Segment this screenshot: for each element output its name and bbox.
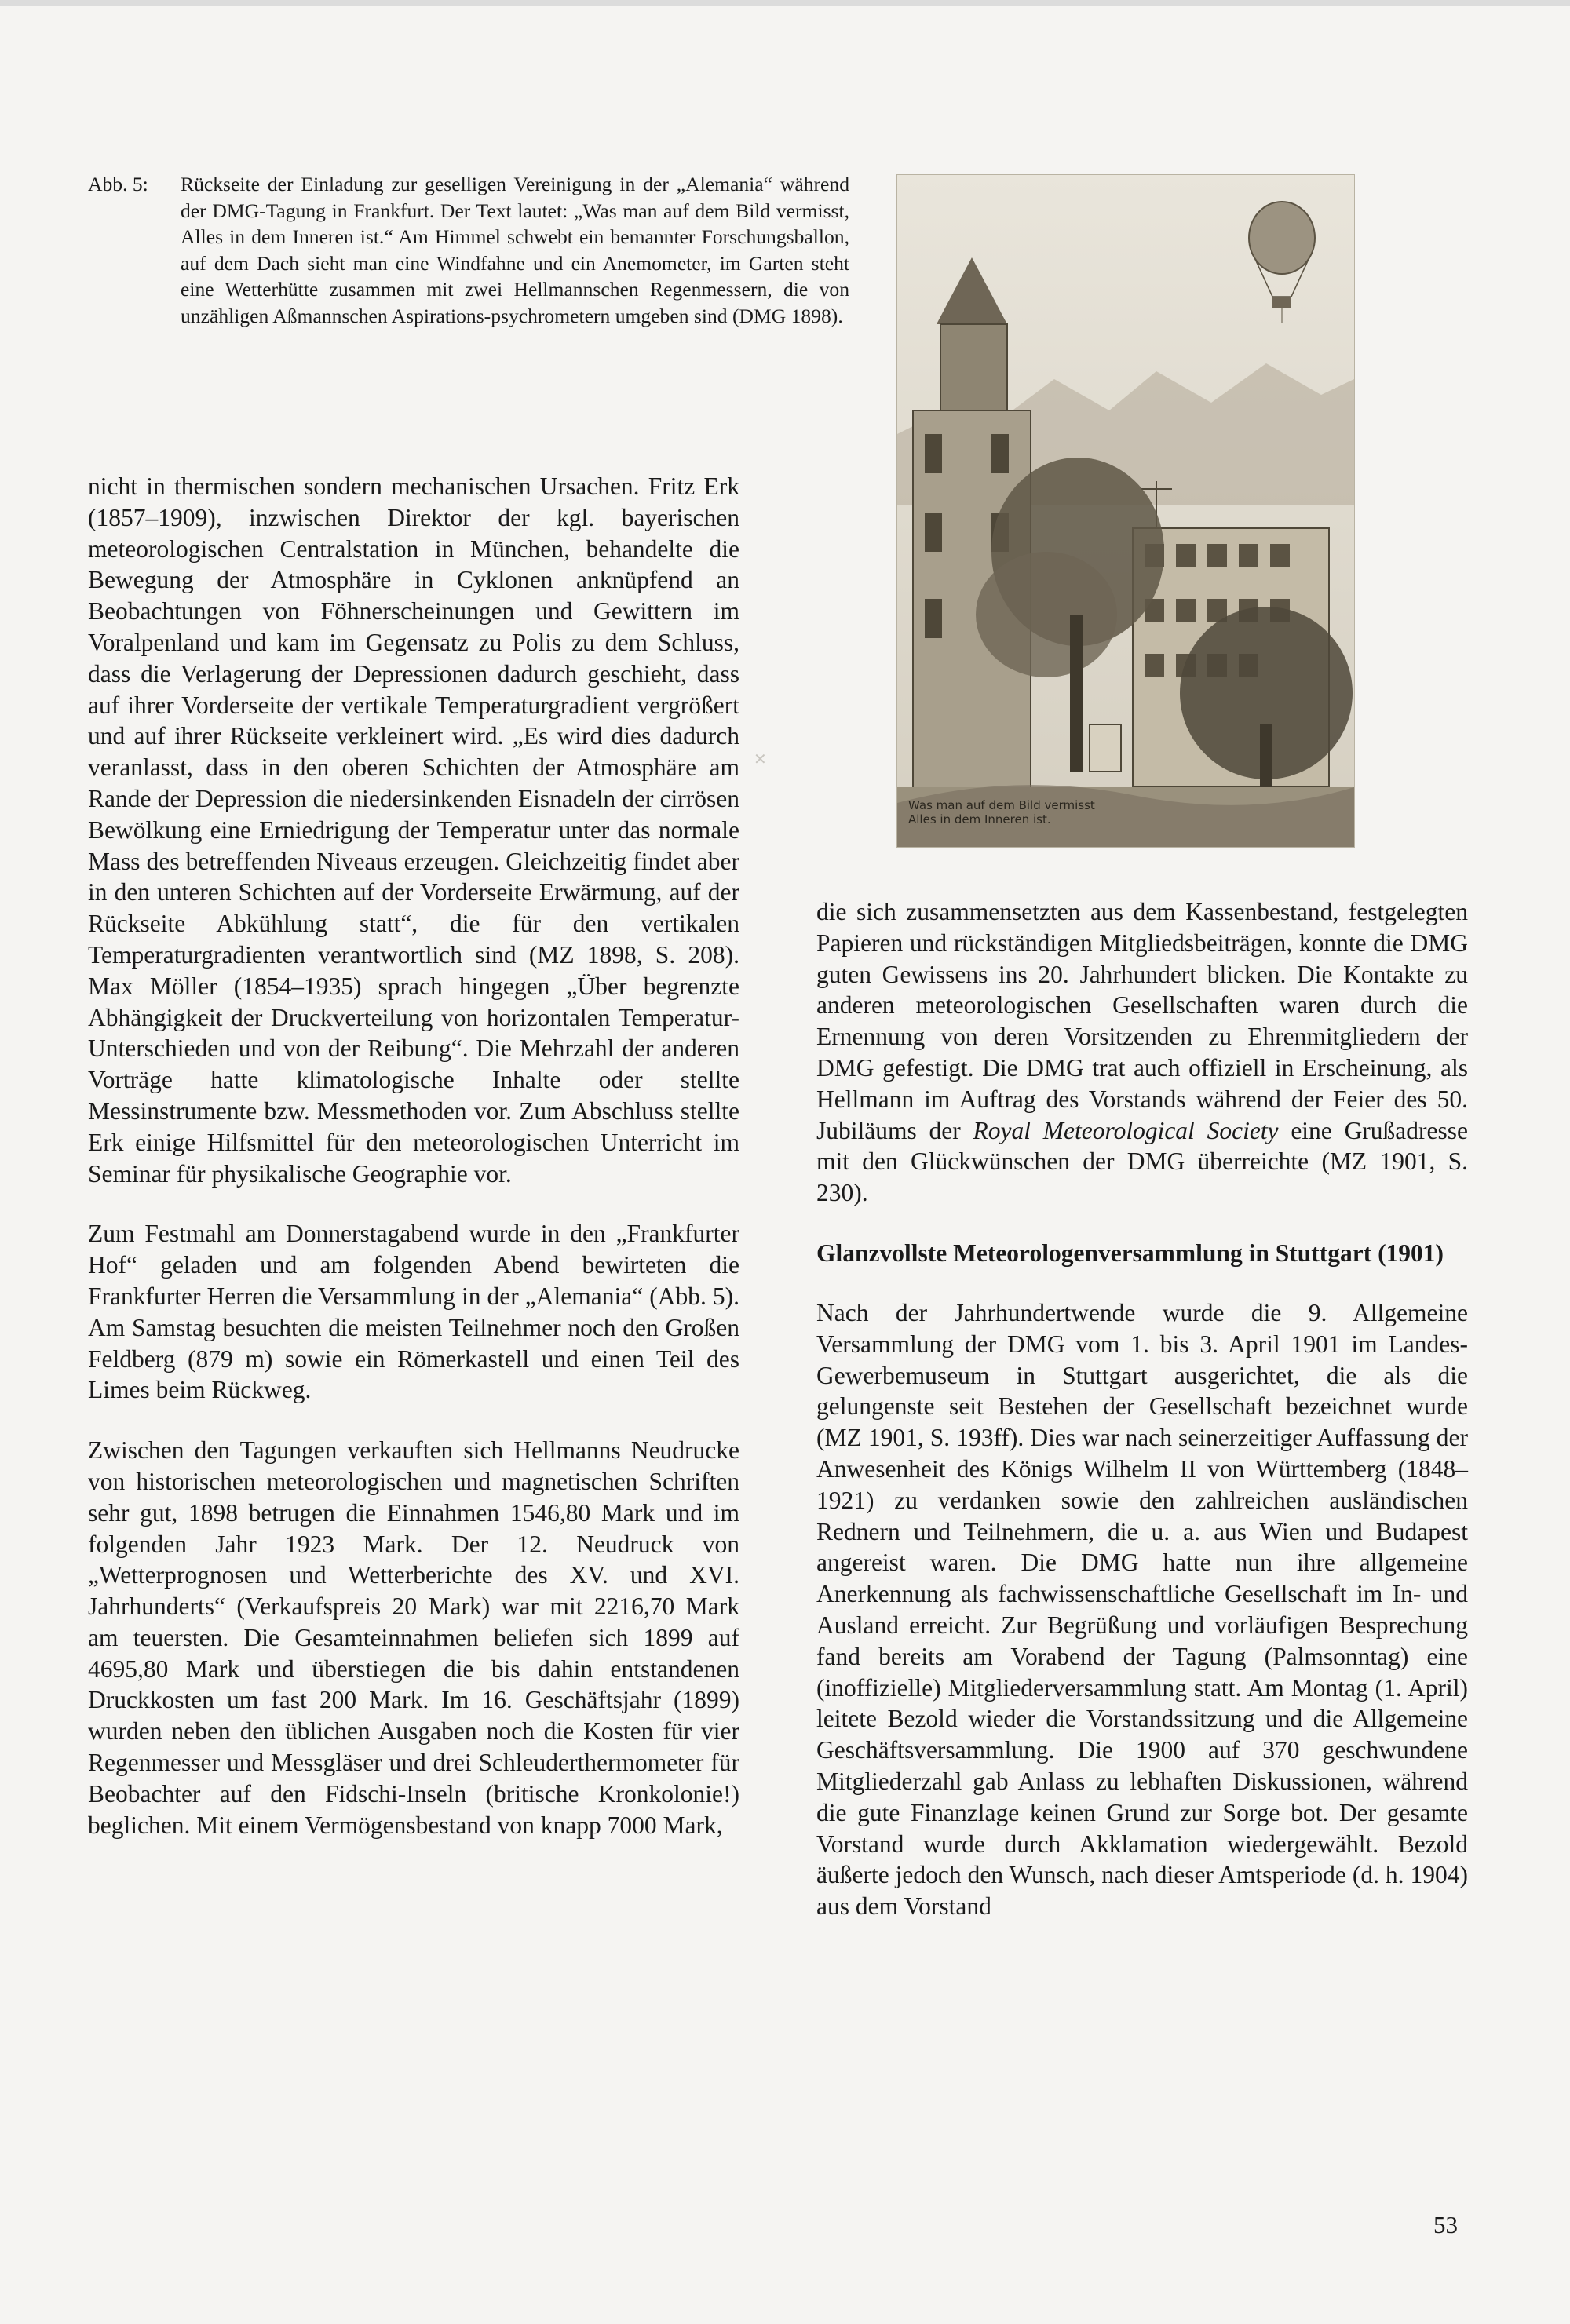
figure-caption xyxy=(88,171,849,329)
left-column xyxy=(88,471,739,1870)
paragraph-text: die sich zusammensetzten aus dem Kassenbestand, festgelegten Papieren und rückständigen Mitgliedsbeiträgen, konnte die DMG guten Gewissens ins 20. Jahrhundert blicken. Die Kontakte zu anderen meteorologischen Gesellschaften waren durch die Ernennung von deren Vorsitzenden zu Ehrenmitgliedern der DMG gefestigt. Die DMG trat auch offiziell in Erscheinung, als Hellmann im Auftrag des Vorstands während der Feier des 50. Jubiläums der xyxy=(816,898,1468,1144)
alemania-drawing xyxy=(897,175,1354,847)
paragraph: Nach der Jahrhundertwende wurde die 9. Allgemeine Versammlung der DMG vom 1. bis 3. April 1901 im Landes-Gewerbemuseum in Stuttgart ausgerichtet, die als die gelungenste seit Bestehen der Gesellschaft bezeichnet wurde (MZ 1901, S. 193ff). Dies war nach seinerzeitiger Auffassung der Anwesenheit des Königs Wilhelm II von Württemberg (1848–1921) zu verdanken sowie den zahlreichen ausländischen Rednern und Teilnehmern, die u. a. aus Wien und Budapest angereist waren. Die DMG hatte nun ihre allgemeine Anerkennung als fachwissenschaftliche Gesellschaft im In- und Ausland erreicht. Zur Begrüßung und vorläufigen Besprechung fand bereits am Vorabend der Tagung (Palmsonntag) eine (inoffizielle) Mitgliederversammlung statt. Am Montag (1. April) leitete Bezold wieder die Vorstandssitzung und die Allgemeine Geschäftsversammlung. Die 1900 auf 370 geschwundene Mitgliederzahl gab Anlass zu lebhaften Diskussionen, während die gute Finanzlage keinen Grund zur Sorge bot. Der gesamte Vorstand wurde durch Akklamation wiedergewählt. Bezold äußerte jedoch den Wunsch, nach dieser Amtsperiode (d. h. 1904) aus dem Vorstand xyxy=(816,1298,1468,1921)
section-heading: Glanzvollste Meteorologenversammlung in Stuttgart (1901) xyxy=(816,1239,1444,1267)
paragraph-text: eine Grußadresse mit den Glückwünschen der DMG überreichte (MZ 1901, S. 230). xyxy=(816,1116,1469,1207)
paragraph: Zum Festmahl am Donnerstagabend wurde in den „Frankfurter Hof“ geladen und am folgenden Abend bewirteten die Frankfurter Herren die Versammlung in der „Alemania“ (Abb. 5). Am Samstag besuchten die meisten Teilnehmer noch den Großen Feldberg (879 m) sowie ein Römerkastell und einen Teil des Limes beim Rückweg. xyxy=(88,1220,739,1404)
page-number: 53 xyxy=(1433,2211,1458,2238)
scan-artifact: ✕ xyxy=(754,751,767,768)
weather-hut-icon xyxy=(1090,724,1121,772)
figure-illustration xyxy=(896,174,1355,848)
paragraph xyxy=(816,896,1468,1209)
right-column xyxy=(816,896,1468,1951)
caption-label: Abb. 5: xyxy=(88,173,148,195)
paragraph: nicht in thermischen sondern mechanischen Ursachen. Fritz Erk (1857–1909), inzwischen Direktor der kgl. bayerischen meteorologischen Centralstation in München, behandelte die Bewegung der Atmosphäre in Cyklonen anknüpfend an Beobachtungen von Föhnerscheinungen und Gewittern im Voralpenland und kam im Gegensatz zu Polis zu dem Schluss, dass die Verlagerung der Depressionen dadurch geschieht, dass auf ihrer Vorderseite der vertikale Temperaturgradient vergrößert und auf ihrer Rückseite verkleinert wird. „Es wird dies dadurch veranlasst, dass in den oberen Schichten der Atmosphäre am Rande der Depression die niedersinkenden Eisnadeln der cirrösen Bewölkung eine Erniedrigung der Temperatur unter das normale Mass des betreffenden Niveaus erzeugen. Gleichzeitig findet aber in den unteren Schichten auf der Vorderseite Erwärmung, auf der Rückseite Abkühlung statt“, die für den vertikalen Temperaturgradienten verantwortlich sind (MZ 1898, S. 208). Max Möller (1854–1935) sprach hingegen „Über begrenzte Abhängigkeit der Druckverteilung von horizontalen Temperatur-Unterschieden und von der Reibung“. Die Mehrzahl der anderen Vorträge hatte klimatologische Inhalte oder stellte Messinstrumente bzw. Messmethoden vor. Zum Abschluss stellte Erk einige Hilfsmittel für den meteorologischen Unterricht im Seminar für physikalische Geographie vor. xyxy=(88,472,739,1188)
page-top-edge xyxy=(0,0,1570,6)
inscription-line-2: Alles in dem Inneren ist. xyxy=(908,812,1051,826)
caption-text: Rückseite der Einladung zur geselligen Vereinigung in der „Alemania“ während der DMG-Tagung in Frankfurt. Der Text lautet: „Was man auf dem Bild vermisst, Alles in dem Inneren ist.“ Am Himmel schwebt ein bemannter Forschungsballon, auf dem Dach sieht man eine Windfahne und ein Anemometer, im Garten steht eine Wetterhütte zusammen mit zwei Hellmannschen Regenmessern, die von unzähligen Aßmannschen Aspirations-psychrometern umgeben sind (DMG 1898). xyxy=(181,173,849,327)
paragraph: Zwischen den Tagungen verkauften sich Hellmanns Neudrucke von historischen meteorologischen und magnetischen Schriften sehr gut, 1898 betrugen die Einnahmen 1546,80 Mark und im folgenden Jahr 1923 Mark. Der 12. Neudruck von „Wetterprognosen und Wetterberichte des XV. und XVI. Jahrhunderts“ (Verkaufspreis 20 Mark) war mit 2216,70 Mark am teuersten. Die Gesamteinnahmen beliefen sich 1899 auf 4695,80 Mark und überstiegen die bis dahin entstandenen Druckkosten um fast 200 Mark. Im 16. Geschäftsjahr (1899) wurden neben den üblichen Ausgaben noch die Kosten für vier Regenmesser und Messgläser und drei Schleuderthermometer für Beobachter auf den Fidschi-Inseln (britische Kronkolonie!) beglichen. Mit einem Vermögensbestand von knapp 7000 Mark, xyxy=(88,1436,739,1839)
society-name: Royal Meteorological Society xyxy=(973,1116,1279,1144)
inscription-line-1: Was man auf dem Bild vermisst xyxy=(908,798,1095,812)
